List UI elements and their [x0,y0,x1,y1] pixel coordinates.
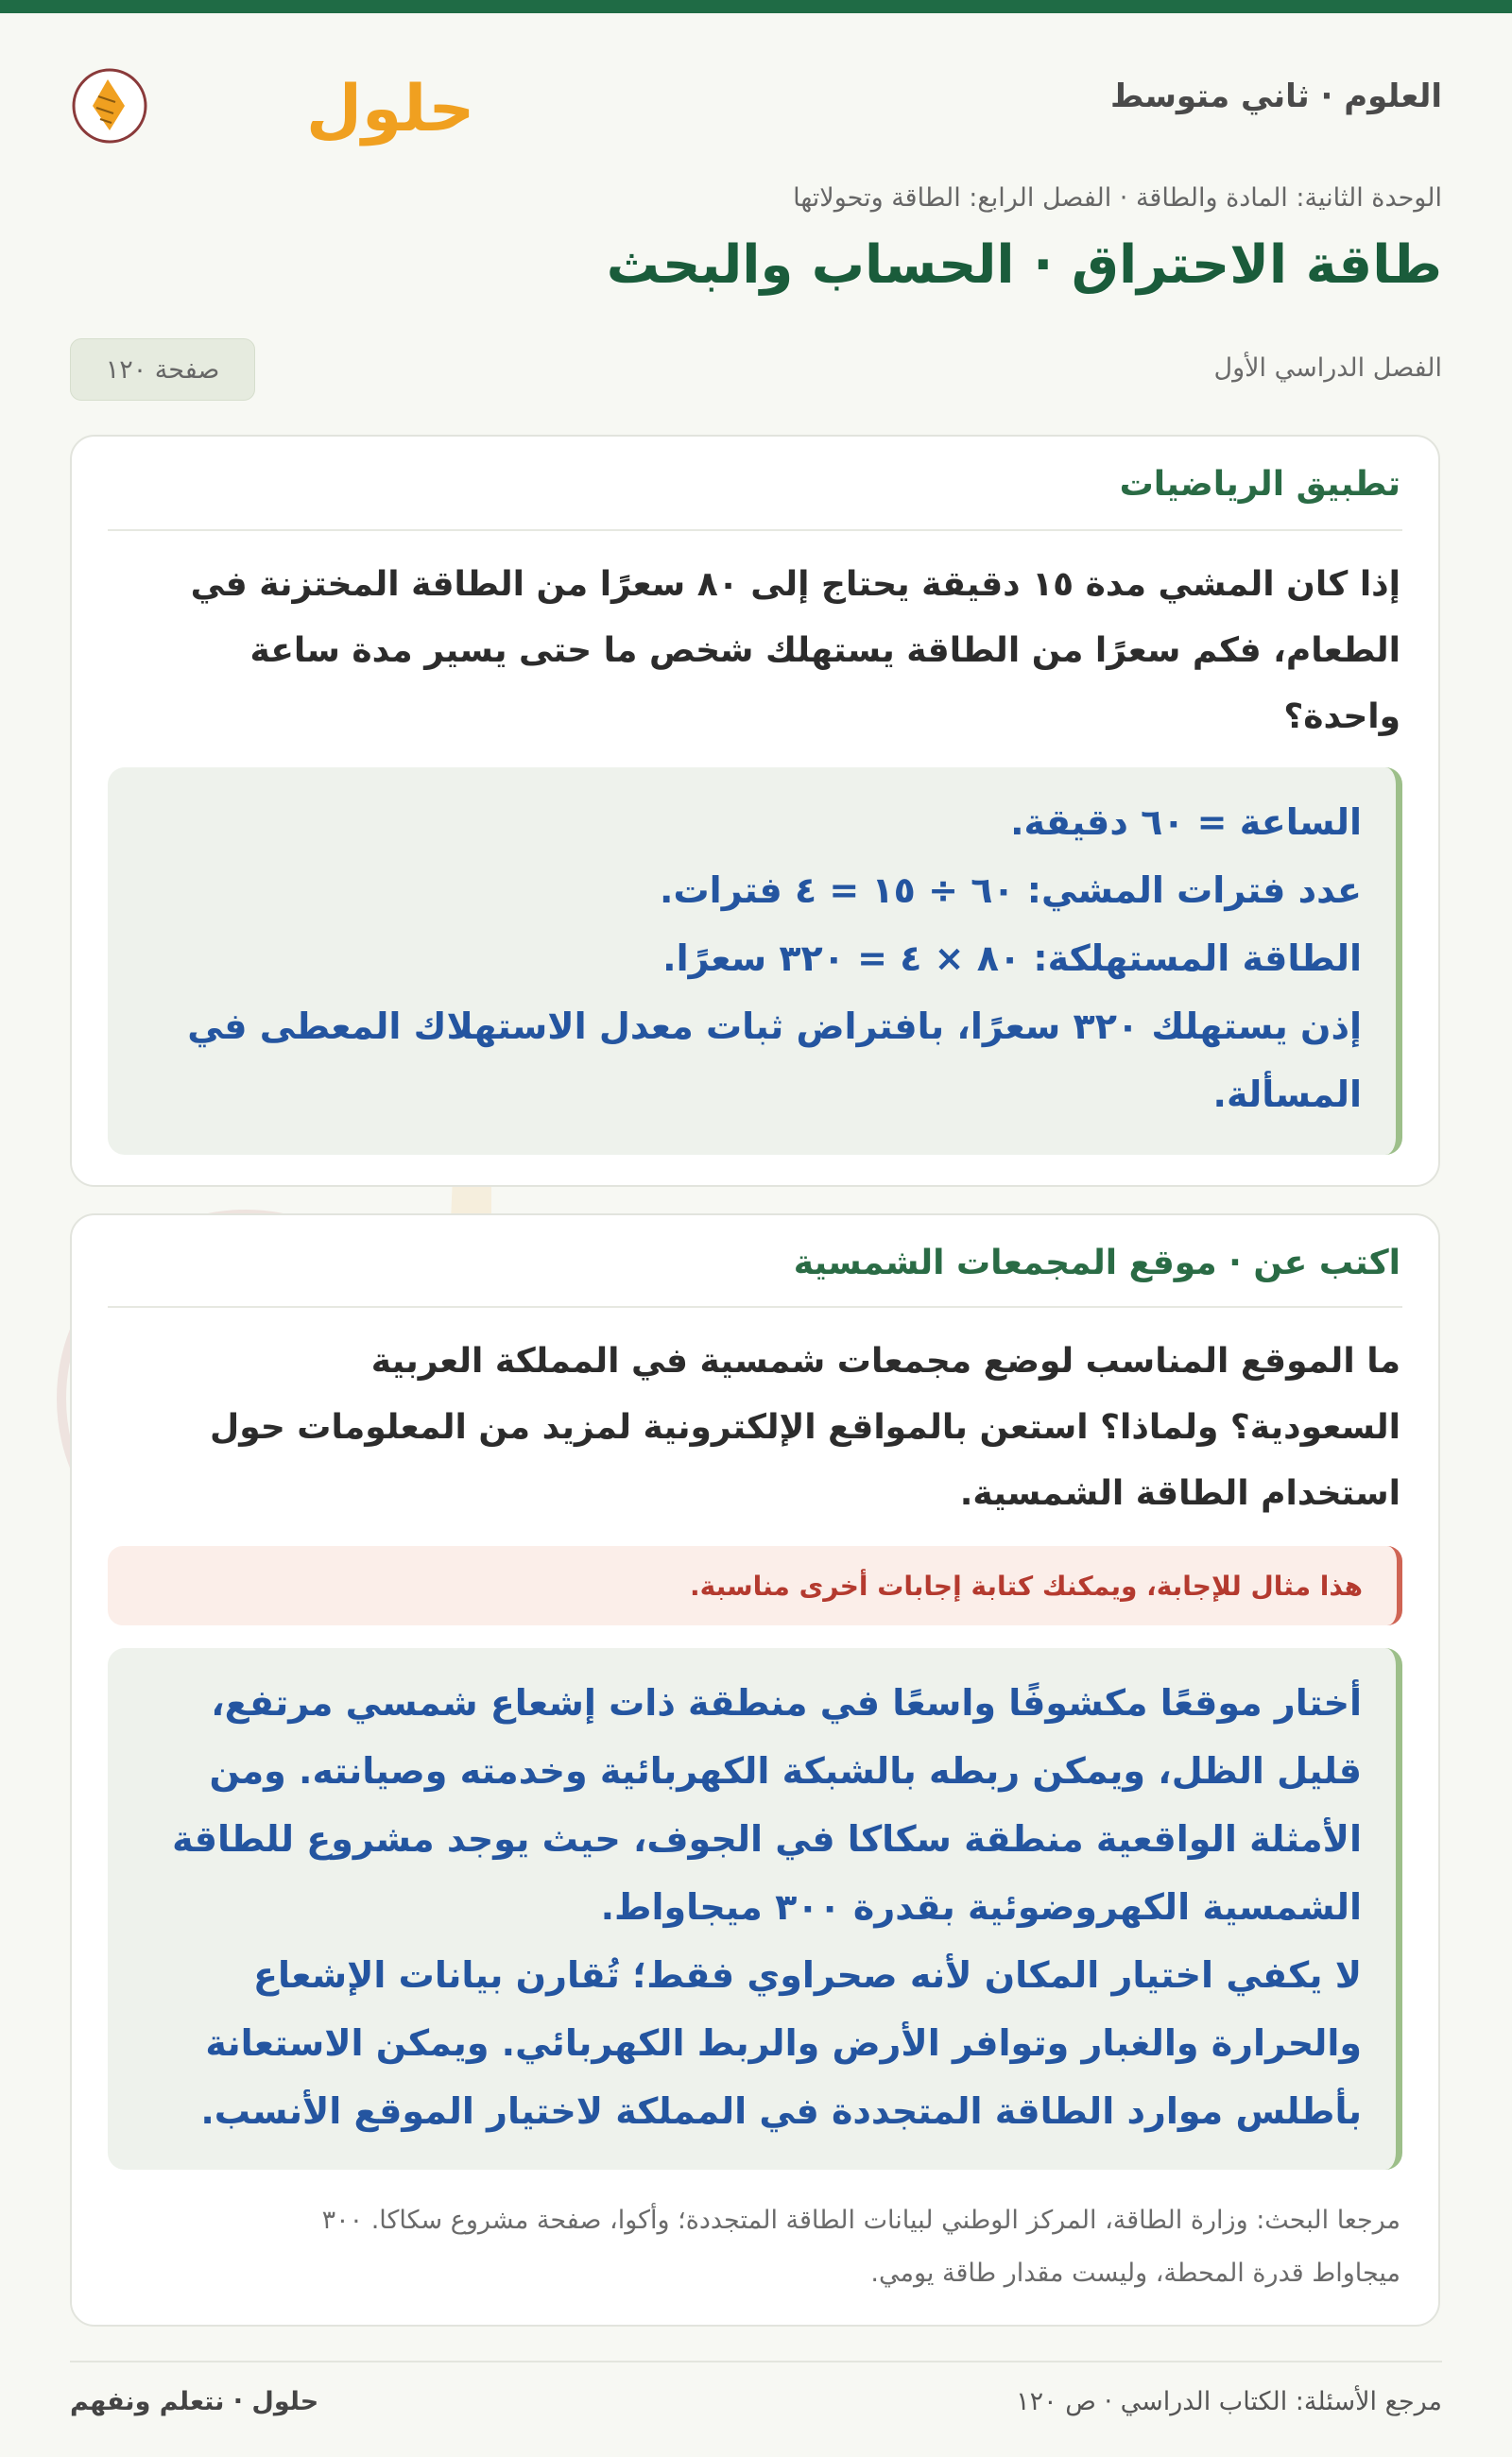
question-line: السعودية؟ ولماذا؟ استعن بالمواقع الإلكترونية لمزيد من المعلومات حول [210,1408,1400,1447]
breadcrumb: الوحدة الثانية: المادة والطاقة · الفصل الرابع: الطاقة وتحولاتها [793,183,1442,213]
research-references [110,2194,1400,2300]
footer-brand: حلول · نتعلم ونفهم [70,2387,319,2416]
hulul-logo-icon[interactable] [70,55,475,159]
research-answer-box [108,1648,1402,2170]
footer-divider [70,2361,1442,2362]
question-line: استخدام الطاقة الشمسية. [959,1474,1400,1513]
sample-answer-note: هذا مثال للإجابة، ويمكنك كتابة إجابات أخرى مناسبة. [108,1546,1402,1625]
question-line: إذا كان المشي مدة ١٥ دقيقة يحتاج إلى ٨٠ سعرًا من الطاقة المختزنة في [190,565,1400,604]
research-question [110,1329,1400,1527]
answer-line: والحرارة والغبار وتوافر الأرض والربط الكهربائي. ويمكن الاستعانة [205,2022,1362,2064]
answer-line: الساعة = ٦٠ دقيقة. [1010,801,1362,843]
page-header [70,55,1442,149]
page-title: طاقة الاحتراق · الحساب والبحث [606,234,1442,296]
semester-label: الفصل الدراسي الأول [1213,353,1442,383]
page-number-badge: صفحة ١٢٠ [70,338,255,401]
answer-line: إذن يستهلك ٣٢٠ سعرًا، بافتراض ثبات معدل الاستهلاك المعطى في [187,1005,1362,1047]
answer-line: الطاقة المستهلكة: ٨٠ × ٤ = ٣٢٠ سعرًا. [662,937,1362,979]
math-card-heading: تطبيق الرياضيات [1119,465,1400,504]
question-line: الطعام، فكم سعرًا من الطاقة يستهلك شخص ما حتى يسير مدة ساعة [249,631,1400,670]
answer-line: الشمسية الكهروضوئية بقدرة ٣٠٠ ميجاواط. [600,1886,1362,1928]
research-card [70,1213,1440,2327]
math-question [110,552,1400,750]
answer-line: قليل الظل، ويمكن ربطه بالشبكة الكهربائية وخدمته وصيانته. ومن [209,1750,1362,1792]
answer-line: أختار موقعًا مكشوفًا واسعًا في منطقة ذات إشعاع شمسي مرتفع، [211,1682,1362,1724]
question-line: واحدة؟ [1283,697,1400,736]
answer-line: عدد فترات المشي: ٦٠ ÷ ١٥ = ٤ فترات. [660,869,1362,911]
answer-line: لا يكفي اختيار المكان لأنه صحراوي فقط؛ تُقارن بيانات الإشعاع [253,1954,1362,1996]
reference-line: مرجعا البحث: وزارة الطاقة، المركز الوطني لبيانات الطاقة المتجددة؛ وأكوا، صفحة مشروع سكاكا. ٣٠٠ [321,2206,1400,2235]
subject-label: العلوم · ثاني متوسط [1110,77,1442,115]
research-card-heading: اكتب عن · موقع المجمعات الشمسية [793,1244,1400,1282]
math-application-card [70,435,1440,1187]
card-divider [108,529,1402,531]
question-line: ما الموقع المناسب لوضع مجمعات شمسية في المملكة العربية [370,1342,1400,1381]
reference-line: ميجاواط قدرة المحطة، وليست مقدار طاقة يومي. [870,2259,1400,2288]
footer-reference: مرجع الأسئلة: الكتاب الدراسي · ص ١٢٠ [1016,2387,1442,2416]
logo-text: حلول [306,72,475,146]
answer-line: الأمثلة الواقعية منطقة سكاكا في الجوف، حيث يوجد مشروع للطاقة [172,1818,1362,1860]
card-divider [108,1306,1402,1308]
answer-line: المسألة. [1212,1074,1362,1115]
math-answer-box [108,767,1402,1155]
answer-line: بأطلس موارد الطاقة المتجددة في المملكة لاختيار الموقع الأنسب. [200,2090,1362,2132]
top-accent-bar [0,0,1512,13]
